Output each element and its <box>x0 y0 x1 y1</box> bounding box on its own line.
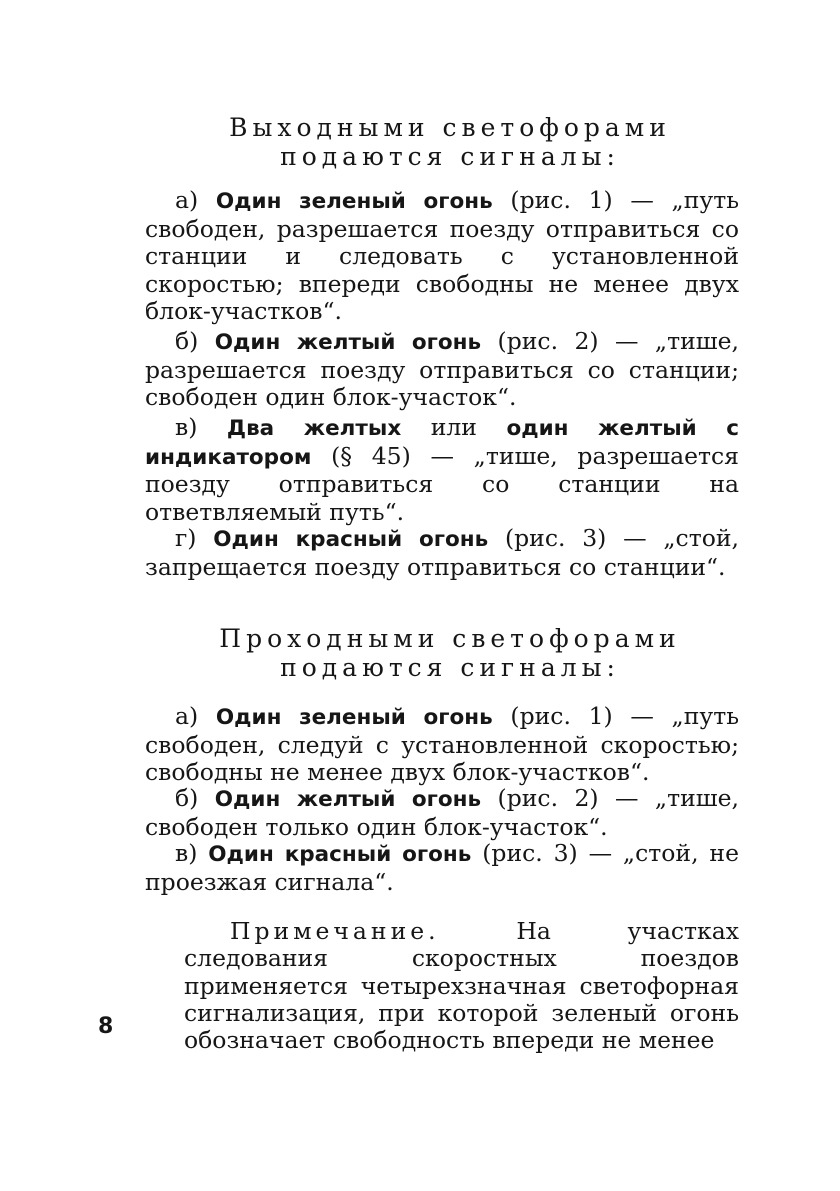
pass-heading-line1: Проходными светофорами <box>219 624 681 653</box>
signal-meaning: (рис. 3) — „стой, не проезжая сигнала“. <box>145 839 739 896</box>
signal-name: Один красный огонь <box>208 842 472 867</box>
signal-name: Один зеленый огонь <box>215 189 493 214</box>
pass-heading-line2: подаются сигналы: <box>280 653 620 682</box>
exit-item-b <box>145 328 739 412</box>
signal-meaning: (§ 45) — „тише, разрешается поезду отправиться со станции на ответвляемый путь“. <box>145 441 739 526</box>
pass-signals-heading <box>140 624 760 682</box>
item-label: в) <box>175 839 198 867</box>
page-number: 8 <box>98 1014 114 1039</box>
signal-name-alt: один желтый с индикатором <box>145 416 739 470</box>
signal-name: Один желтый огонь <box>214 330 482 355</box>
exit-heading-line1: Выходными светофорами <box>229 113 671 142</box>
exit-item-c <box>145 414 739 526</box>
item-label: а) <box>175 702 199 730</box>
signal-name: Один зеленый огонь <box>215 705 493 730</box>
item-label: а) <box>175 186 199 214</box>
signal-meaning: (рис. 1) — „путь свободен, следуй с установленной скоростью; свободны не менее двух блок-участков“. <box>145 702 739 786</box>
signal-meaning: (рис. 2) — „тише, разрешается поезду отправиться со станции; свободен один блок-участок“. <box>145 327 739 411</box>
exit-signals-heading <box>140 113 760 171</box>
pass-item-b <box>145 785 739 841</box>
item-label: г) <box>175 524 197 552</box>
signal-name: Один желтый огонь <box>214 787 482 812</box>
signal-meaning: (рис. 3) — „стой, запрещается поезду отправиться со станции“. <box>145 524 739 581</box>
item-label: б) <box>175 784 199 812</box>
pass-item-c <box>145 840 739 896</box>
signal-name: Один красный огонь <box>213 527 489 552</box>
exit-item-a <box>145 187 739 326</box>
item-label: в) <box>175 413 198 441</box>
exit-heading-line2: подаются сигналы: <box>280 142 620 171</box>
note-text: На участках следования скоростных поездов применяется четырехзначная светофорная сигнализация, при которой зеленый огонь обозначает свободность впереди не менее <box>184 917 739 1055</box>
note-paragraph <box>184 918 739 1054</box>
signal-name: Два желтых <box>226 416 402 441</box>
pass-item-a <box>145 703 739 787</box>
signal-meaning: (рис. 1) — „путь свободен, разрешается поезду отправиться со станции и следовать с установленной скоростью; впереди свободны не менее двух блок-участков“. <box>145 186 739 325</box>
signal-connector: или <box>401 413 507 441</box>
signal-meaning: (рис. 2) — „тише, свободен только один блок-участок“. <box>145 784 739 841</box>
exit-item-d <box>145 525 739 581</box>
item-label: б) <box>175 327 199 355</box>
note-label: Примечание. <box>230 917 440 945</box>
